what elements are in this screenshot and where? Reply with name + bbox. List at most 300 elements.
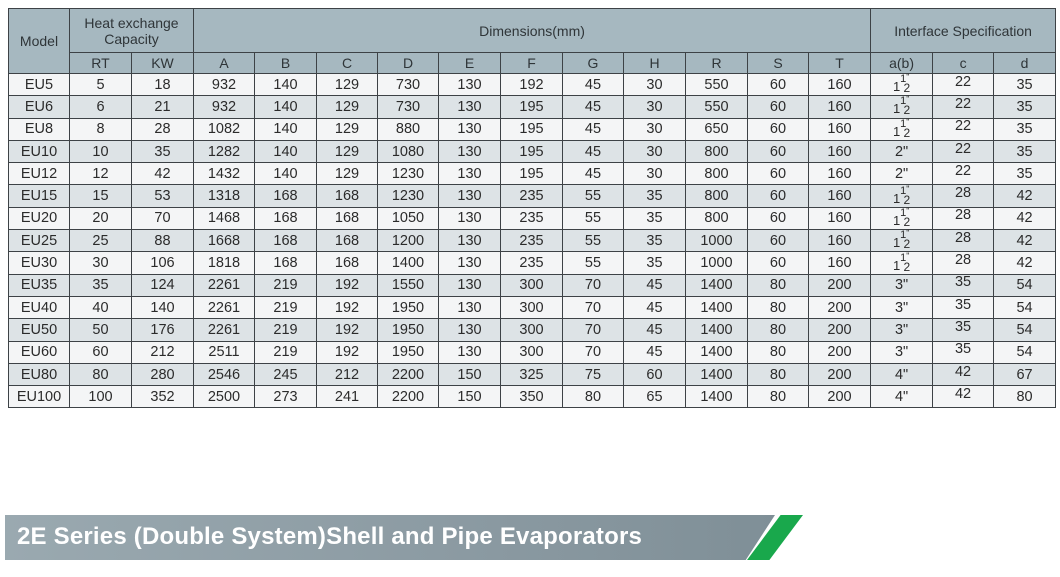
cell-t: 200 [809,274,871,296]
cell-c: 212 [317,363,378,385]
cell-d: 80 [994,386,1056,408]
cell-e: 130 [439,274,501,296]
cell-c: 129 [317,163,378,185]
cell-g: 55 [563,185,624,207]
cell-c: 168 [317,230,378,252]
cell-e: 150 [439,386,501,408]
cell-r: 1400 [686,341,748,363]
cell-rt: 25 [70,230,132,252]
cell-c: 22 [933,96,994,118]
cell-e: 130 [439,163,501,185]
cell-c: 168 [317,252,378,274]
cell-a: 1082 [194,118,255,140]
cell-f: 235 [501,207,563,229]
table-body [9,74,1056,408]
cell-g: 45 [563,118,624,140]
sub-header-f: F [501,53,563,74]
cell-s: 60 [748,163,809,185]
cell-g: 70 [563,296,624,318]
evaporator-spec-table [8,8,1056,408]
cell-r: 800 [686,140,748,162]
cell-model: EU80 [9,363,70,385]
cell-model: EU15 [9,185,70,207]
cell-a: 2261 [194,274,255,296]
cell-model: EU5 [9,74,70,96]
fraction-value: $1^{1"}2$ [892,116,911,140]
cell-e: 130 [439,140,501,162]
cell-d: 1050 [378,207,439,229]
sub-header-e: E [439,53,501,74]
cell-b: 168 [255,230,317,252]
sub-header-c: c [933,53,994,74]
header-capacity-line2: Capacity [104,30,159,47]
cell-c: 28 [933,185,994,207]
cell-c: 42 [933,363,994,385]
sub-header-a: A [194,53,255,74]
cell-c: 35 [933,341,994,363]
cell-d: 42 [994,185,1056,207]
cell-a: 932 [194,74,255,96]
cell-t: 200 [809,296,871,318]
sub-header-b: B [255,53,317,74]
cell-e: 130 [439,319,501,341]
cell-t: 160 [809,96,871,118]
cell-model: EU35 [9,274,70,296]
cell-kw: 124 [132,274,194,296]
cell-f: 235 [501,185,563,207]
cell-d: 880 [378,118,439,140]
cell-ab: 3" [871,274,933,296]
cell-t: 160 [809,163,871,185]
cell-model: EU60 [9,341,70,363]
cell-r: 550 [686,96,748,118]
cell-h: 60 [624,363,686,385]
cell-c: 129 [317,118,378,140]
cell-c: 129 [317,140,378,162]
table-row [9,252,1056,274]
sub-header-h: H [624,53,686,74]
cell-g: 80 [563,386,624,408]
cell-e: 130 [439,96,501,118]
cell-e: 130 [439,185,501,207]
sub-header-c: C [317,53,378,74]
cell-rt: 6 [70,96,132,118]
cell-b: 140 [255,96,317,118]
cell-a: 1282 [194,140,255,162]
cell-f: 195 [501,96,563,118]
fraction-value: $1^{1"}2$ [892,205,911,229]
cell-d: 730 [378,74,439,96]
cell-c: 192 [317,274,378,296]
cell-c: 28 [933,207,994,229]
cell-c: 129 [317,96,378,118]
cell-d: 54 [994,296,1056,318]
cell-d: 1230 [378,185,439,207]
fraction-value: $1^{1"}2$ [892,183,911,207]
cell-s: 60 [748,207,809,229]
cell-c: 192 [317,319,378,341]
table-row [9,140,1056,162]
sub-header-g: G [563,53,624,74]
fraction-value: $1^{1"}2$ [892,72,911,96]
cell-s: 60 [748,230,809,252]
cell-d: 2200 [378,386,439,408]
sub-header-rt: RT [70,53,132,74]
cell-c: 22 [933,140,994,162]
cell-h: 45 [624,296,686,318]
cell-h: 45 [624,319,686,341]
cell-e: 130 [439,341,501,363]
cell-d: 1950 [378,341,439,363]
cell-t: 160 [809,74,871,96]
cell-ab [871,96,933,118]
cell-f: 235 [501,252,563,274]
cell-d: 42 [994,207,1056,229]
cell-c: 168 [317,185,378,207]
table-row [9,163,1056,185]
cell-h: 35 [624,207,686,229]
cell-f: 195 [501,163,563,185]
cell-s: 60 [748,185,809,207]
cell-kw: 140 [132,296,194,318]
cell-g: 70 [563,274,624,296]
cell-c: 129 [317,74,378,96]
cell-kw: 352 [132,386,194,408]
cell-b: 245 [255,363,317,385]
cell-model: EU25 [9,230,70,252]
cell-h: 30 [624,96,686,118]
fraction-value: $1^{1"}2$ [892,94,911,118]
fraction-value: $1^{1"}2$ [892,228,911,252]
cell-s: 60 [748,252,809,274]
cell-s: 80 [748,363,809,385]
cell-r: 1400 [686,296,748,318]
table-row [9,74,1056,96]
cell-t: 200 [809,363,871,385]
cell-kw: 212 [132,341,194,363]
cell-s: 60 [748,140,809,162]
cell-h: 45 [624,341,686,363]
sub-header-d: D [378,53,439,74]
cell-h: 35 [624,252,686,274]
cell-kw: 18 [132,74,194,96]
cell-ab [871,207,933,229]
cell-d: 54 [994,341,1056,363]
cell-t: 160 [809,118,871,140]
cell-h: 45 [624,274,686,296]
cell-s: 80 [748,296,809,318]
cell-f: 195 [501,140,563,162]
cell-model: EU20 [9,207,70,229]
sub-header-kw: KW [132,53,194,74]
cell-f: 300 [501,341,563,363]
cell-d: 35 [994,140,1056,162]
cell-r: 1400 [686,274,748,296]
cell-g: 45 [563,163,624,185]
cell-ab: 2" [871,163,933,185]
cell-h: 30 [624,118,686,140]
cell-rt: 15 [70,185,132,207]
table-row [9,274,1056,296]
header-capacity-line1: Heat exchange [84,14,179,31]
cell-b: 168 [255,252,317,274]
cell-f: 235 [501,230,563,252]
cell-rt: 20 [70,207,132,229]
cell-d: 67 [994,363,1056,385]
cell-c: 28 [933,230,994,252]
cell-c: 35 [933,296,994,318]
fraction-value: $1^{1"}2$ [892,250,911,274]
cell-kw: 70 [132,207,194,229]
cell-kw: 53 [132,185,194,207]
cell-model: EU50 [9,319,70,341]
cell-rt: 40 [70,296,132,318]
cell-c: 22 [933,118,994,140]
cell-a: 2261 [194,296,255,318]
cell-e: 130 [439,118,501,140]
cell-e: 130 [439,296,501,318]
section-title: 2E Series (Double System)Shell and Pipe Evaporators [17,523,643,550]
cell-ab [871,118,933,140]
cell-t: 160 [809,230,871,252]
cell-r: 1400 [686,386,748,408]
cell-r: 800 [686,185,748,207]
cell-r: 650 [686,118,748,140]
cell-rt: 60 [70,341,132,363]
cell-a: 932 [194,96,255,118]
cell-d: 35 [994,96,1056,118]
cell-t: 160 [809,185,871,207]
cell-a: 2546 [194,363,255,385]
cell-r: 1400 [686,363,748,385]
cell-g: 55 [563,252,624,274]
cell-f: 192 [501,74,563,96]
cell-rt: 35 [70,274,132,296]
cell-f: 300 [501,296,563,318]
table-row [9,207,1056,229]
cell-rt: 80 [70,363,132,385]
cell-h: 35 [624,230,686,252]
cell-b: 168 [255,185,317,207]
cell-b: 219 [255,296,317,318]
cell-r: 1000 [686,252,748,274]
cell-kw: 21 [132,96,194,118]
cell-d: 35 [994,163,1056,185]
header-capacity [70,9,194,53]
cell-h: 30 [624,74,686,96]
cell-d: 35 [994,74,1056,96]
header-interface: Interface Specification [871,9,1056,53]
cell-a: 2500 [194,386,255,408]
cell-s: 60 [748,74,809,96]
cell-kw: 28 [132,118,194,140]
cell-e: 150 [439,363,501,385]
cell-g: 45 [563,96,624,118]
cell-r: 800 [686,163,748,185]
cell-model: EU40 [9,296,70,318]
cell-f: 195 [501,118,563,140]
table-row [9,341,1056,363]
cell-model: EU30 [9,252,70,274]
cell-s: 80 [748,274,809,296]
cell-g: 55 [563,230,624,252]
cell-rt: 30 [70,252,132,274]
table-row [9,363,1056,385]
cell-a: 1468 [194,207,255,229]
header-dimensions: Dimensions(mm) [194,9,871,53]
cell-a: 2511 [194,341,255,363]
cell-c: 192 [317,296,378,318]
cell-rt: 8 [70,118,132,140]
cell-ab: 3" [871,296,933,318]
cell-kw: 88 [132,230,194,252]
cell-h: 30 [624,163,686,185]
cell-d: 54 [994,274,1056,296]
cell-d: 1080 [378,140,439,162]
cell-ab: 3" [871,341,933,363]
cell-g: 45 [563,140,624,162]
cell-c: 22 [933,163,994,185]
cell-b: 140 [255,118,317,140]
cell-d: 1550 [378,274,439,296]
cell-s: 80 [748,319,809,341]
cell-c: 28 [933,252,994,274]
cell-s: 60 [748,118,809,140]
cell-h: 30 [624,140,686,162]
cell-b: 219 [255,341,317,363]
table-row [9,96,1056,118]
cell-r: 1400 [686,319,748,341]
cell-e: 130 [439,207,501,229]
cell-ab [871,185,933,207]
cell-rt: 5 [70,74,132,96]
cell-kw: 35 [132,140,194,162]
cell-c: 22 [933,74,994,96]
cell-r: 800 [686,207,748,229]
sub-header-t: T [809,53,871,74]
cell-h: 65 [624,386,686,408]
cell-s: 80 [748,386,809,408]
header-model: Model [9,9,70,74]
cell-ab [871,74,933,96]
cell-b: 140 [255,74,317,96]
cell-a: 1432 [194,163,255,185]
cell-ab [871,252,933,274]
cell-s: 80 [748,341,809,363]
cell-t: 160 [809,207,871,229]
table-row [9,296,1056,318]
cell-h: 35 [624,185,686,207]
cell-d: 54 [994,319,1056,341]
cell-b: 140 [255,140,317,162]
cell-model: EU12 [9,163,70,185]
table-row [9,185,1056,207]
table-row [9,118,1056,140]
cell-rt: 10 [70,140,132,162]
cell-c: 35 [933,274,994,296]
cell-kw: 42 [132,163,194,185]
cell-f: 325 [501,363,563,385]
cell-ab [871,230,933,252]
cell-f: 300 [501,319,563,341]
cell-g: 55 [563,207,624,229]
cell-model: EU6 [9,96,70,118]
cell-d: 2200 [378,363,439,385]
cell-d: 1230 [378,163,439,185]
cell-d: 42 [994,230,1056,252]
cell-t: 160 [809,252,871,274]
cell-c: 42 [933,386,994,408]
cell-b: 219 [255,274,317,296]
cell-ab: 2" [871,140,933,162]
cell-ab: 4" [871,386,933,408]
sub-header-s: S [748,53,809,74]
cell-a: 1818 [194,252,255,274]
cell-d: 1200 [378,230,439,252]
cell-kw: 106 [132,252,194,274]
cell-d: 1950 [378,319,439,341]
cell-t: 200 [809,341,871,363]
sub-header-r: R [686,53,748,74]
cell-rt: 12 [70,163,132,185]
cell-r: 550 [686,74,748,96]
cell-t: 160 [809,140,871,162]
cell-ab: 4" [871,363,933,385]
cell-ab: 3" [871,319,933,341]
cell-b: 219 [255,319,317,341]
cell-model: EU10 [9,140,70,162]
cell-rt: 50 [70,319,132,341]
cell-c: 35 [933,319,994,341]
table-row [9,319,1056,341]
cell-b: 273 [255,386,317,408]
cell-g: 45 [563,74,624,96]
cell-a: 1318 [194,185,255,207]
cell-g: 70 [563,341,624,363]
cell-r: 1000 [686,230,748,252]
table-row [9,230,1056,252]
sub-header-row [9,53,1056,74]
cell-d: 1400 [378,252,439,274]
cell-t: 200 [809,386,871,408]
cell-e: 130 [439,252,501,274]
cell-f: 300 [501,274,563,296]
cell-s: 60 [748,96,809,118]
cell-model: EU8 [9,118,70,140]
cell-a: 1668 [194,230,255,252]
section-banner [5,515,795,561]
sub-header-d: d [994,53,1056,74]
cell-e: 130 [439,230,501,252]
cell-a: 2261 [194,319,255,341]
sub-header-ab: a(b) [871,53,933,74]
cell-model: EU100 [9,386,70,408]
cell-t: 200 [809,319,871,341]
cell-d: 42 [994,252,1056,274]
cell-f: 350 [501,386,563,408]
cell-kw: 280 [132,363,194,385]
cell-c: 192 [317,341,378,363]
cell-e: 130 [439,74,501,96]
cell-c: 168 [317,207,378,229]
cell-d: 730 [378,96,439,118]
cell-c: 241 [317,386,378,408]
cell-g: 75 [563,363,624,385]
cell-b: 140 [255,163,317,185]
table-row [9,386,1056,408]
cell-d: 35 [994,118,1056,140]
cell-kw: 176 [132,319,194,341]
